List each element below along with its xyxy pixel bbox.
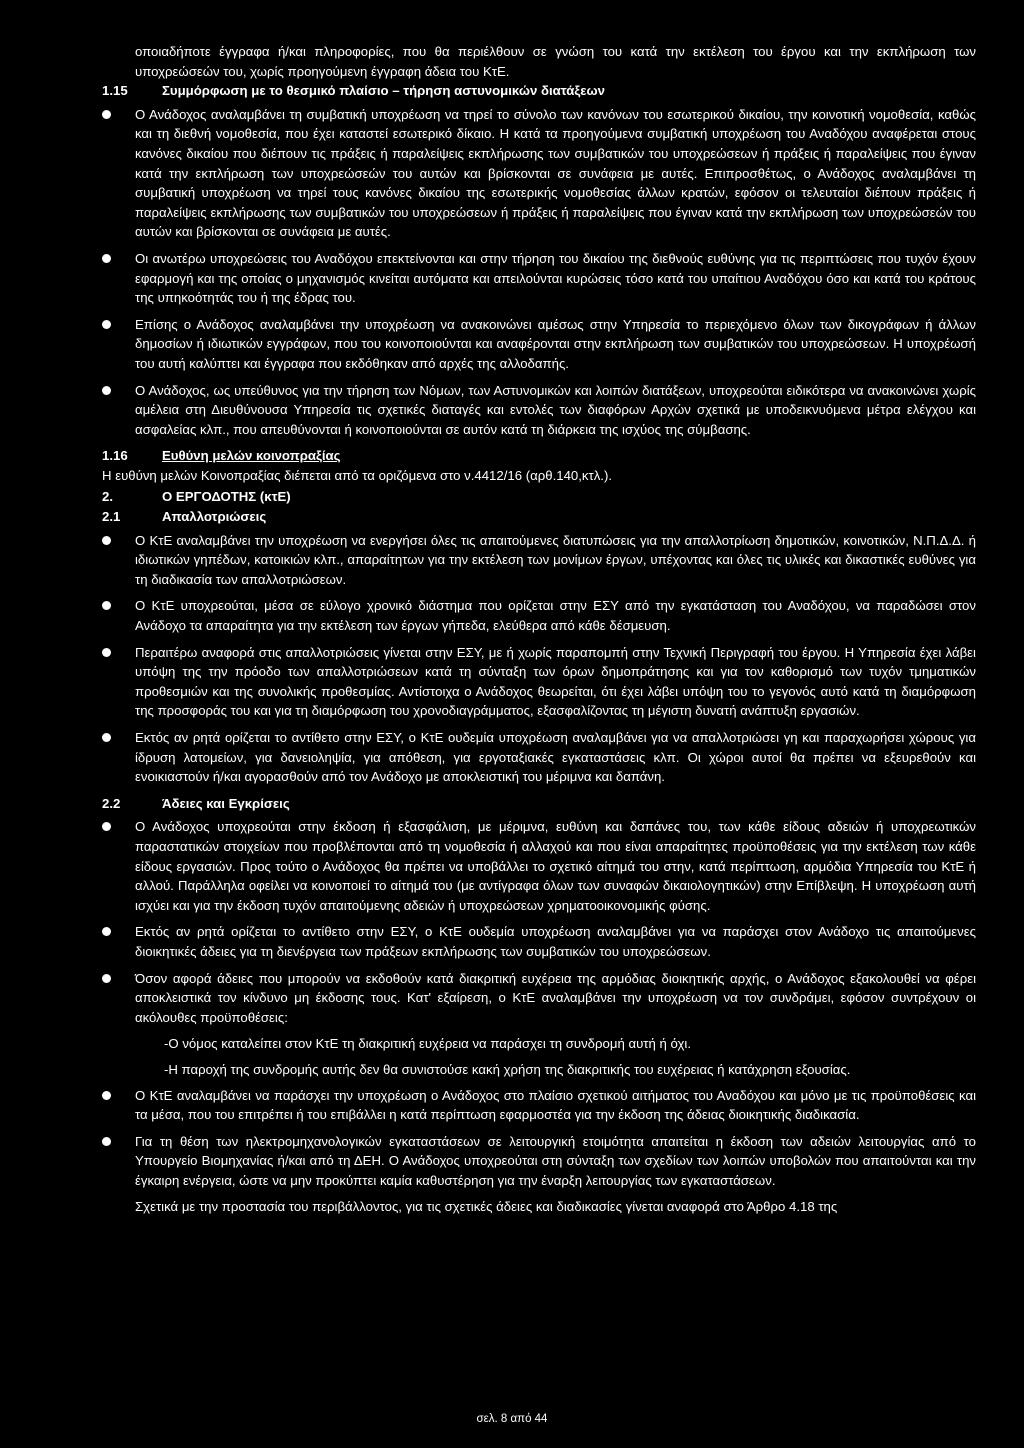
bullet-text: Ο Ανάδοχος αναλαμβάνει τη συμβατική υποχρέωση να τηρεί το σύνολο των κανόνων του εσωτερικού δικαίου, την κοινοτική νομοθεσία, καθώς και τη διεθνή νομοθεσία, που έχει καταστεί εσωτερικό δίκαιο. Η κατά τα προηγούμενα συμβατική υποχρέωση του Αναδόχου αναφέρεται στους κανόνες δικαίου που διέπουν τις πράξεις ή παραλείψεις εκπλήρωσης των συμβατικών του υποχρεώσεων ή πράξεις ή παραλείψεις που έγιναν κατά την εκπλήρωση των υποχρεώσεών του αυτών και βρίσκονται σε συνάφεια με αυτές. Επιπροσθέτως, ο Ανάδοχος αναλαμβάνει τη συμβατική υποχρέωση να τηρεί τους κανόνες δικαίου της εσωτερικής νομοθεσίας άλλων κρατών, εφόσον οι τελευταίοι διέπουν πράξεις ή παραλείψεις εκπλήρωσης των συμβατικών του υποχρεώσεων ή πράξεις ή παραλείψεις που έγιναν κατά την εκπλήρωση των υποχρεώσεών του αυτών και βρίσκονται σε συνάφεια με αυτές. [135, 106, 976, 240]
bullet-text: Ο Ανάδοχος, ως υπεύθυνος για την τήρηση των Νόμων, των Αστυνομικών και λοιπών διατάξεων, υποχρεούται ειδικότερα να ανακοινώνει χωρίς αμέλεια στη Διευθύνουσα Υπηρεσία τις σχετικές διαταγές και εντολές των διαφόρων Αρχών σχετικά με υποδεικνυόμενα μέτρα ελέγχου και ασφαλείας κλπ., που απευθύνονται ή κοινοποιούνται σε αυτόν κατά τη διάρκεια της ισχύος της σύμβασης. [135, 382, 976, 437]
bullet-icon [102, 922, 135, 961]
bullet-text: Ο ΚτΕ αναλαμβάνει να παράσχει την υποχρέωση ο Ανάδοχος στο πλαίσιο σχετικού αιτήματος του Αναδόχου και μόνο με τις προϋποθέσεις και τα μέσα, που του επιτρέπει ή του επιβάλλει η κατά περίπτωση εφαρμοστέα για την έκδοση της άδειας διοικητικής διαδικασία. [135, 1087, 976, 1123]
page-number-footer: σελ. 8 από 44 [476, 1413, 548, 1425]
section-number: 2.1 [102, 509, 121, 525]
bullet-text: Όσον αφορά άδειες που μπορούν να εκδοθούν κατά διακριτική ευχέρεια της αρμόδιας διοικητικής αρχής, ο Ανάδοχος εξακολουθεί να φέρει αποκλειστικά τον κίνδυνο μη έκδοσης τους. Κατ' εξαίρεση, ο ΚτΕ αναλαμβάνει την υποχρέωση να τον συνδράμει, εφόσον συντρέχουν οι ακόλουθες προϋποθέσεις: [135, 970, 976, 1025]
bullet-item [102, 381, 976, 440]
section-title: Απαλλοτριώσεις [162, 509, 267, 525]
bullet-icon [102, 249, 135, 308]
bullet-item [102, 249, 976, 308]
section-1-15-heading [102, 81, 976, 101]
bullet-item [102, 315, 976, 374]
section-number: 2. [102, 489, 113, 505]
bullet-icon [102, 596, 135, 635]
condition-item: -Ο νόμος καταλείπει στον ΚτΕ τη διακριτική ευχέρεια να παράσχει τη συνδρομή αυτή ή όχι. [164, 1036, 691, 1052]
section-title: Συμμόρφωση με το θεσμικό πλαίσιο – τήρηση αστυνομικών διατάξεων [162, 83, 605, 99]
section-1-16-heading [102, 446, 976, 466]
bullet-text: Οι ανωτέρω υποχρεώσεις του Αναδόχου επεκτείνονται και στην τήρηση του δικαίου της διεθνούς ευθύνης για τις περιπτώσεις που τυχόν έχουν εφαρμογή και της οποίας ο μηχανισμός κινείται αυτόματα και απειλούνται κυρώσεις τόσο κατά του υπαίτιου Αναδόχου όσο και κατά του κράτους της υπηκοότητάς του ή της έδρας του. [135, 250, 976, 306]
bullet-text: Περαιτέρω αναφορά στις απαλλοτριώσεις γίνεται στην ΕΣΥ, με ή χωρίς παραπομπή στην Τεχνική Περιγραφή του έργου. Η Υπηρεσία έχει λάβει υπόψη της την πρόοδο των απαλλοτριώσεων κατά τη σύνταξη των όρων δημοπράτησης και για τον καθορισμό των τυχόν τμηματικών προθεσμιών και της συνολικής προθεσμίας. Αντίστοιχα ο Ανάδοχος θεωρείται, ότι έχει λάβει υπόψη του το γεγονός αυτό κατά τη διαμόρφωση της προσφοράς του και για τη διαμόρφωση του χρονοδιαγράμματος, εξασφαλίζοντας τη μέγιστη δυνατή ανάπτυξη εργασιών. [135, 644, 976, 719]
bullet-icon [102, 105, 135, 242]
bullet-item [102, 922, 976, 961]
bullet-item [102, 596, 976, 635]
bullet-text: Ο Ανάδοχος υποχρεούται στην έκδοση ή εξασφάλιση, με μέριμνα, ευθύνη και δαπάνες του, των κάθε είδους αδειών ή υποχρεωτικών παραστατικών στοιχείων που προβλέπονται από τη νομοθεσία ή αλλαχού και που είναι απαραίτητες προϋποθέσεις για την εκτέλεση των κάθε είδους εργασιών. Προς τούτο ο Ανάδοχος θα πρέπει να υποβάλλει το σχετικό αίτημά του στην, κατά περίπτωση, αρμόδια Υπηρεσία του ΚτΕ ή αλλού. Παράλληλα οφείλει να κοινοποιεί το αίτημά του (με αντίγραφα όλων των συναφών δικαιολογητικών) στην Επίβλεψη. Η υποχρέωση αυτή ισχύει και για την έκδοση τυχόν απαιτούμενης αδειών ή υποχρεώσεων χρηματοοικονομικής φύσης. [135, 819, 976, 913]
section-number: 2.2 [102, 795, 121, 811]
section-number: 1.15 [102, 83, 128, 99]
bullet-text: Επίσης ο Ανάδοχος αναλαμβάνει την υποχρέωση να ανακοινώνει αμέσως στην Υπηρεσία το περιεχόμενο όλων των δικογράφων ή άλλων δημοσίων ή ιδιωτικών εγγράφων, που του κοινοποιούνται και αναφέρονται στην εκπλήρωση των συμβατικών του υποχρεώσεων. Η υποχρέωσή του αυτή καλύπτει και έγγραφα που εκδόθηκαν από αρχές της αλλοδαπής. [135, 316, 976, 371]
bullet-item [102, 105, 976, 242]
section-2-2-heading [102, 794, 976, 814]
bullet-icon [102, 315, 135, 374]
bullet-item [102, 1132, 976, 1191]
bullet-icon [102, 817, 135, 915]
bullet-item [102, 1086, 976, 1125]
section-title: Ευθύνη μελών κοινοπραξίας [162, 448, 341, 464]
condition-item: -Η παροχή της συνδρομής αυτής δεν θα συνιστούσε κακή χρήση της διακριτικής του ευχέρειας ή κατάχρηση εξουσίας. [164, 1061, 851, 1077]
section-number: 1.16 [102, 448, 128, 464]
bullet-text: Ο ΚτΕ αναλαμβάνει την υποχρέωση να ενεργήσει όλες τις απαιτούμενες διατυπώσεις για την απαλλοτρίωση δημοτικών, κοινοτικών, Ν.Π.Δ.Δ. ή ιδιωτικών γηπέδων, κατοικιών κλπ., απαραίτητων για την εκτέλεση των μονίμων έργων, υπέχοντας και όλες τις υλικές και δικαστικές ευθύνες για τη διαδικασία των απαλλοτριώσεων. [135, 532, 976, 587]
bullet-icon [102, 1086, 135, 1125]
bullet-icon [102, 728, 135, 787]
bullet-icon [102, 643, 135, 721]
section-title: Ο ΕΡΓΟΔΟΤΗΣ (κτΕ) [162, 489, 291, 505]
top-continuation-paragraph: οποιαδήποτε έγγραφα ή/και πληροφορίες, που θα περιέλθουν σε γνώση του κατά την εκτέλεση του έργου και την εκπλήρωση των υποχρεώσεών του, χωρίς προηγούμενη έγγραφη άδεια του ΚτΕ. [135, 44, 976, 79]
bullet-icon [102, 531, 135, 590]
section-1-16-text: Η ευθύνη μελών Κοινοπραξίας διέπεται από τα οριζόμενα στο ν.4412/16 (αρθ.140,κτλ.). [102, 467, 613, 483]
bullet-icon [102, 969, 135, 1028]
bullet-item [102, 728, 976, 787]
bullet-icon [102, 1132, 135, 1191]
bullet-text: Εκτός αν ρητά ορίζεται το αντίθετο στην ΕΣΥ, ο ΚτΕ ουδεμία υποχρέωση αναλαμβάνει για να παράσχει στον Ανάδοχο τις απαιτούμενες διοικητικές άδειες για τη διενέργεια των πράξεων εκπλήρωσης των συμβατικών του υποχρεώσεων. [135, 924, 976, 959]
bullet-item [102, 531, 976, 590]
closing-paragraph: Σχετικά με την προστασία του περιβάλλοντος, για τις σχετικές άδειες και διαδικασίες γίνεται αναφορά στο Άρθρο 4.18 της [135, 1199, 838, 1215]
bullet-icon [102, 381, 135, 440]
bullet-text: Εκτός αν ρητά ορίζεται το αντίθετο στην ΕΣΥ, ο ΚτΕ ουδεμία υποχρέωση αναλαμβάνει για να απαλλοτριώσει γη και παραχωρήσει χώρους για ίδρυση λατομείων, για δανειοληψία, για απόθεση, για εργοταξιακές εγκαταστάσεις κλπ. Οι χώροι αυτοί θα πρέπει να εξευρεθούν και ενοικιαστούν ή/και αγορασθούν από τον Ανάδοχο με αποκλειστική του μέριμνα και δαπάνη. [135, 730, 976, 785]
bullet-text: Για τη θέση των ηλεκτρομηχανολογικών εγκαταστάσεων σε λειτουργική ετοιμότητα απαιτείται η έκδοση των αδειών λειτουργίας από το Υπουργείο Βιομηχανίας ή/και από τη ΔΕΗ. Ο Ανάδοχος υποχρεούται στη σύνταξη των σχεδίων των λοιπών υποβολών που απαιτούνται και την έγκαιρη ενέργεια, ώστε να μην προκύπτει καμία καθυστέρηση για την έναρξη λειτουργίας των εγκαταστάσεων. [135, 1133, 976, 1188]
section-2-1-heading [102, 507, 976, 527]
bullet-item [102, 969, 976, 1028]
section-2-heading [102, 487, 976, 507]
section-title: Άδειες και Εγκρίσεις [162, 795, 290, 811]
bullet-text: Ο ΚτΕ υποχρεούται, μέσα σε εύλογο χρονικό διάστημα που ορίζεται στην ΕΣΥ από την εγκατάσταση του Αναδόχου, να παραδώσει στον Ανάδοχο τα απαραίτητα για την εκτέλεση των έργων γήπεδα, ελεύθερα από κάθε δέσμευση. [135, 598, 976, 634]
bullet-item [102, 643, 976, 721]
bullet-item [102, 817, 976, 915]
